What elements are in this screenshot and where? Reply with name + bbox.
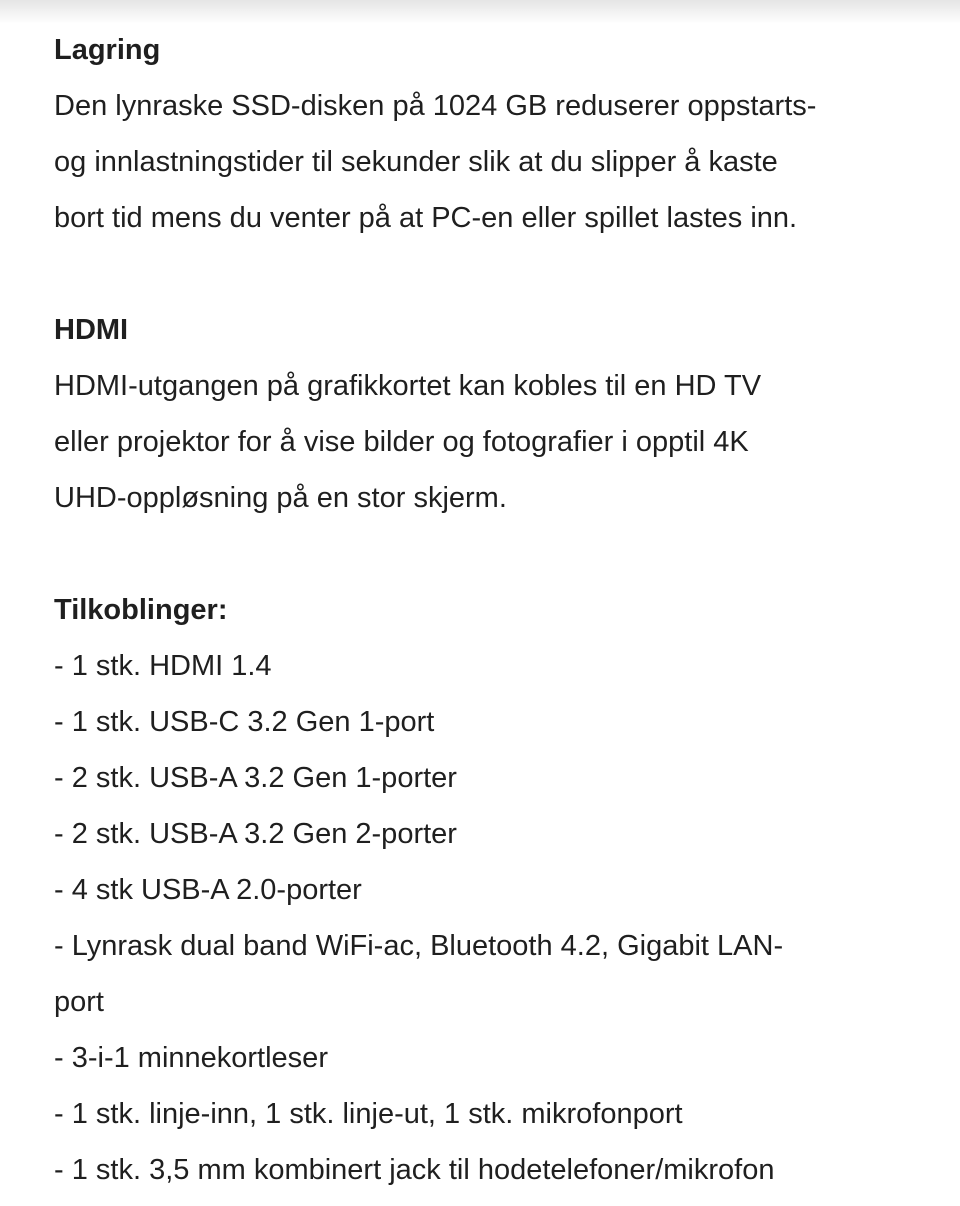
section-lagring [54, 22, 934, 246]
list-item: - 2 stk. USB-A 3.2 Gen 1-porter [54, 762, 457, 794]
list-item: - 1 stk. USB-C 3.2 Gen 1-port [54, 706, 435, 738]
section-gap [54, 246, 934, 302]
list-item: port [54, 986, 104, 1018]
list-item: - 3-i-1 minnekortleser [54, 1042, 328, 1074]
list-item: - 1 stk. linje-inn, 1 stk. linje-ut, 1 stk. mikrofonport [54, 1098, 683, 1130]
section-heading: Tilkoblinger: [54, 594, 228, 626]
top-shadow [0, 0, 960, 24]
paragraph-line: bort tid mens du venter på at PC-en eller spillet lastes inn. [54, 202, 798, 234]
list-item: - 2 stk. USB-A 3.2 Gen 2-porter [54, 818, 457, 850]
list-item: - 4 stk USB-A 2.0-porter [54, 874, 362, 906]
list-item: - 1 stk. HDMI 1.4 [54, 650, 272, 682]
paragraph-line: Den lynraske SSD-disken på 1024 GB reduserer oppstarts- [54, 90, 817, 122]
paragraph-line: UHD-oppløsning på en stor skjerm. [54, 482, 507, 514]
section-heading: HDMI [54, 314, 129, 346]
paragraph-line: eller projektor for å vise bilder og fotografier i opptil 4K [54, 426, 749, 458]
paragraph-line: og innlastningstider til sekunder slik at du slipper å kaste [54, 146, 778, 178]
section-hdmi [54, 302, 934, 526]
list-item: - 1 stk. 3,5 mm kombinert jack til hodetelefoner/mikrofon [54, 1154, 775, 1186]
section-gap [54, 526, 934, 582]
section-heading: Lagring [54, 34, 161, 66]
product-description [54, 22, 934, 1198]
list-item: - Lynrask dual band WiFi-ac, Bluetooth 4.2, Gigabit LAN- [54, 930, 784, 962]
section-tilkoblinger [54, 582, 934, 1198]
paragraph-line: HDMI-utgangen på grafikkortet kan kobles til en HD TV [54, 370, 762, 402]
